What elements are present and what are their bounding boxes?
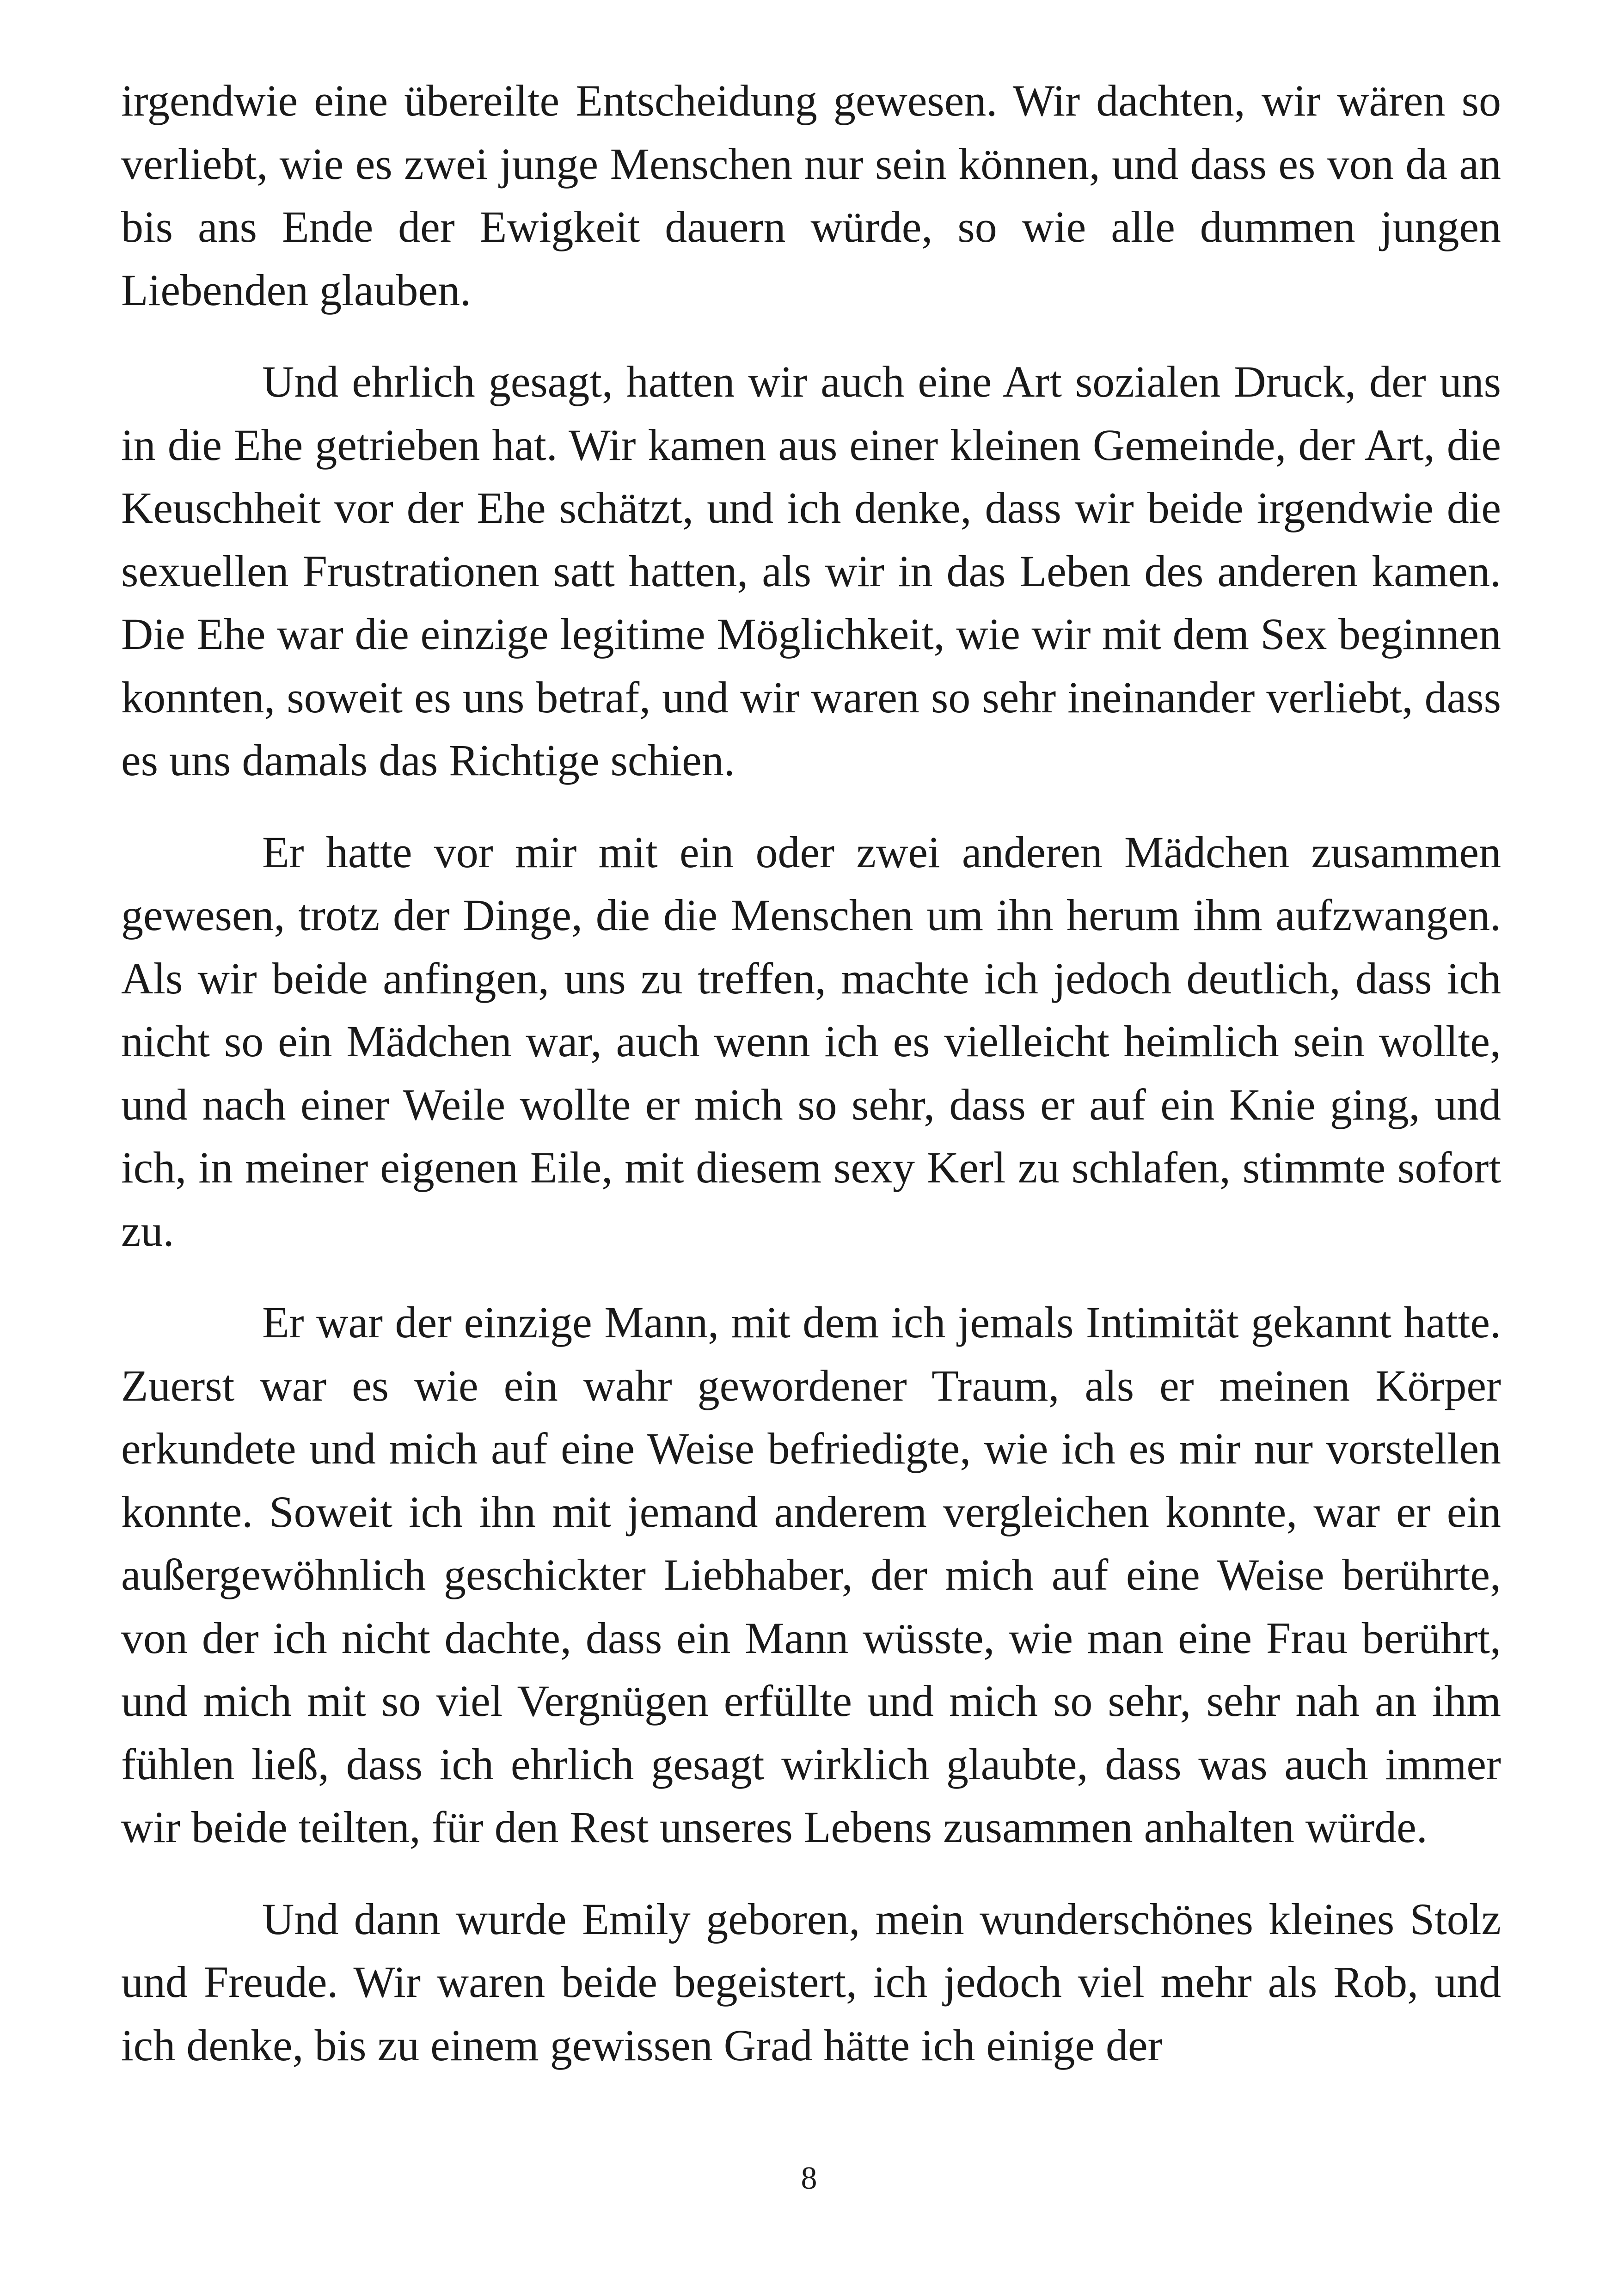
paragraph-3: Er hatte vor mir mit ein oder zwei anderen Mädchen zusammen gewesen, trotz der Dinge, die die Menschen um ihn herum ihm aufzwangen. Als wir beide anfingen, uns zu treffen, machte ich jedoch deutlich, dass ich nicht so ein Mädchen war, auch wenn ich es vielleicht heimlich sein wollte, und nach einer Weile wollte er mich so sehr, dass er auf ein Knie ging, und ich, in meiner eigenen Eile, mit diesem sexy Kerl zu schlafen, stimmte sofort zu. [121,827,1501,1255]
paragraph-2: Und ehrlich gesagt, hatten wir auch eine Art sozialen Druck, der uns in die Ehe getrieben hat. Wir kamen aus einer kleinen Gemeinde, der Art, die Keuschheit vor der Ehe schätzt, und ich denke, dass wir beide irgendwie die sexuellen Frustrationen satt hatten, als wir in das Leben des anderen kamen. Die Ehe war die einzige legitime Möglichkeit, wie wir mit dem Sex beginnen konnten, soweit es uns betraf, und wir waren so sehr ineinander verliebt, dass es uns damals das Richtige schien. [121,357,1501,785]
paragraph-1: irgendwie eine übereilte Entscheidung gewesen. Wir dachten, wir wären so verliebt, wie es zwei junge Menschen nur sein können, und dass es von da an bis ans Ende der Ewigkeit dauern würde, so wie alle dummen jungen Liebenden glauben. [121,76,1501,315]
paragraph-4: Er war der einzige Mann, mit dem ich jemals Intimität gekannt hatte. Zuerst war es wie ein wahr gewordener Traum, als er meinen Körper erkundete und mich auf eine Weise befriedigte, wie ich es mir nur vorstellen konnte. Soweit ich ihn mit jemand anderem vergleichen konnte, war er ein außergewöhnlich geschickter Liebhaber, der mich auf eine Weise berührte, von der ich nicht dachte, dass ein Mann wüsste, wie man eine Frau berührt, und mich mit so viel Vergnügen erfüllte und mich so sehr, sehr nah an ihm fühlen ließ, dass ich ehrlich gesagt wirklich glaubte, dass was auch immer wir beide teilten, für den Rest unseres Lebens zusammen anhalten würde. [121,1298,1501,1852]
page-body [121,69,1501,2196]
paragraph-5: Und dann wurde Emily geboren, mein wunderschönes kleines Stolz und Freude. Wir waren beide begeistert, ich jedoch viel mehr als Rob, und ich denke, bis zu einem gewissen Grad hätte ich einige der [121,1894,1501,2070]
page-number: 8 [801,2161,817,2196]
